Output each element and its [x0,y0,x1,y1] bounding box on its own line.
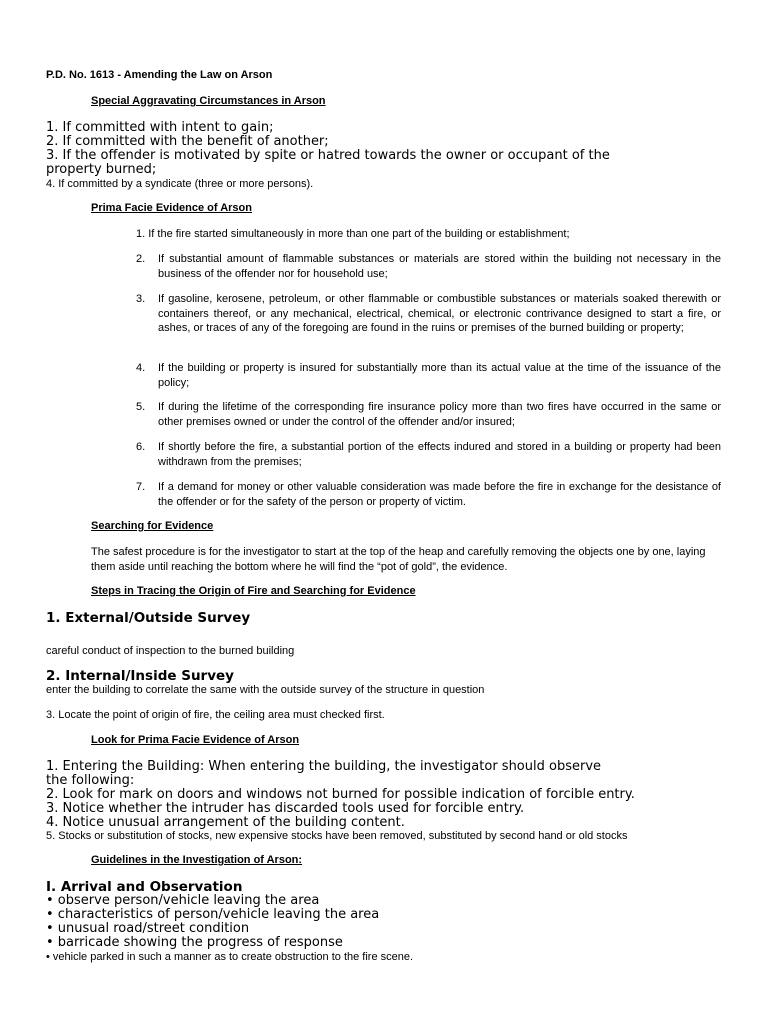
list-item: 3. Notice whether the intruder has discarded tools used for forcible entry. [46,801,525,816]
list-item: 3. If the offender is motivated by spite or hatred towards the owner or occupant of the [46,148,610,163]
list-item: 2. If committed with the benefit of another; [46,134,329,149]
list-item: the following: [46,773,135,788]
list-item: • unusual road/street condition [46,921,250,936]
arrival-observation-title: I. Arrival and Observation [46,879,243,895]
step-three-text: 3. Locate the point of origin of fire, the ceiling area must checked first. [46,709,385,721]
list-item: • barricade showing the progress of response [46,935,343,950]
list-item: 1. If committed with intent to gain; [46,120,274,135]
list-item: 1. Entering the Building: When entering the building, the investigator should observe [46,759,602,774]
searching-heading: Searching for Evidence [91,520,214,532]
document-page: P.D. No. 1613 - Amending the Law on Arson Special Aggravating Circumstances in Arson 1. If committed with intent to gain; 2. If committed with the benefit of another; 3. If the offender is motivated by spite or hatred towards the owner or occupant of the property burned; 4. If committed by a syndicate (three or more persons). Prima Facie Evidence of Arson 1. If the fire started simultaneously in more than one part of the building or establishment; 2. If substantial amount of flammable substances or materials are stored within the building not necessary in the business of the offender nor for household use; 3. If gasoline, kerosene, petroleum, or other flammable or combustible substances or materials soaked therewith or containers thereof, or any mechanical, electrical, chemical, or electronic contrivance designed to start a fire, or ashes, or traces of any of the foregoing are found in the ruins or premises of the burned building or property; 4. If the building or property is insured for substantially more than its actual value at the time of the issuance of the policy; 5. If during the lifetime of the corresponding fire insurance policy more than two fires have occurred in the same or other premises owned or under the control of the offender and/or insured; 6. If shortly before the fire, a substantial portion of the effects indured and stored in a building or property had been withdrawn from the premises; 7. If a demand for money or other valuable consideration was made before the fire in exchange for the desistance of the offender or for the safety of the person or property of victim. Searching for Evidence The safest procedure is for the investigator to start at the top of the heap and carefully removing the objects one by one, laying them aside until reaching the bottom where he will find the “pot of gold”, the evidence. Steps in Tracing the Origin of Fire and Searching for Evidence 1. External/Outside Survey careful conduct of inspection to the burned building 2. Internal/Inside Survey enter the building to correlate the same with the outside survey of the structure in question 3. Locate the point of origin of fire, the ceiling area must checked first. Look for Prima Facie Evidence of Arson 1. Entering the Building: When entering the building, the investigator should observe the following: 2. Look for mark on doors and windows not burned for possible indication of forcible entry. 3. Notice whether the intruder has discarded tools used for forcible entry. 4. Notice unusual arrangement of the building content. 5. Stocks or substitution of stocks, new expensive stocks have been removed, substituted by second hand or old stocks Guidelines in the Investigation of Arson: I. Arrival and Observation • observe person/vehicle leaving the area • characteristics of person/vehicle leaving the area • unusual road/street condition • barricade showing the progress of response • vehicle parked in such a manner as to create obstruction to the fire scene. [46,69,721,963]
list-item: 2. Look for mark on doors and windows not burned for possible indication of forcible entry. [46,787,635,802]
look-list [46,760,635,830]
special-circumstances-list [46,121,610,177]
guidelines-bullets [46,894,379,950]
special-circumstances-last-item: 4. If committed by a syndicate (three or more persons). [46,178,314,190]
look-last-item: 5. Stocks or substitution of stocks, new expensive stocks have been removed, substituted by second hand or old stocks [46,830,628,842]
special-circumstances-heading: Special Aggravating Circumstances in Arson [91,95,326,107]
internal-survey-title: 2. Internal/Inside Survey [46,668,234,684]
guidelines-last-bullet: • vehicle parked in such a manner as to create obstruction to the fire scene. [46,951,414,963]
look-heading: Look for Prima Facie Evidence of Arson [91,734,300,746]
external-survey-title: 1. External/Outside Survey [46,610,251,626]
internal-survey-text: enter the building to correlate the same with the outside survey of the structure in question [46,684,485,696]
list-item: property burned; [46,162,157,177]
list-item: • characteristics of person/vehicle leaving the area [46,907,380,922]
steps-heading: Steps in Tracing the Origin of Fire and Searching for Evidence [91,585,416,597]
external-survey-text: careful conduct of inspection to the burned building [46,645,295,657]
guidelines-heading: Guidelines in the Investigation of Arson: [91,854,303,866]
document-title: P.D. No. 1613 - Amending the Law on Arson [46,69,273,81]
prima-facie-heading: Prima Facie Evidence of Arson [91,202,252,214]
list-item: 4. Notice unusual arrangement of the building content. [46,815,405,830]
list-item: • observe person/vehicle leaving the area [46,893,320,908]
searching-paragraph: The safest procedure is for the investigator to start at the top of the heap and carefully removing the objects one by one, laying them aside until reaching the bottom where he will find the “pot of gold”, the evidence. [91,546,706,573]
